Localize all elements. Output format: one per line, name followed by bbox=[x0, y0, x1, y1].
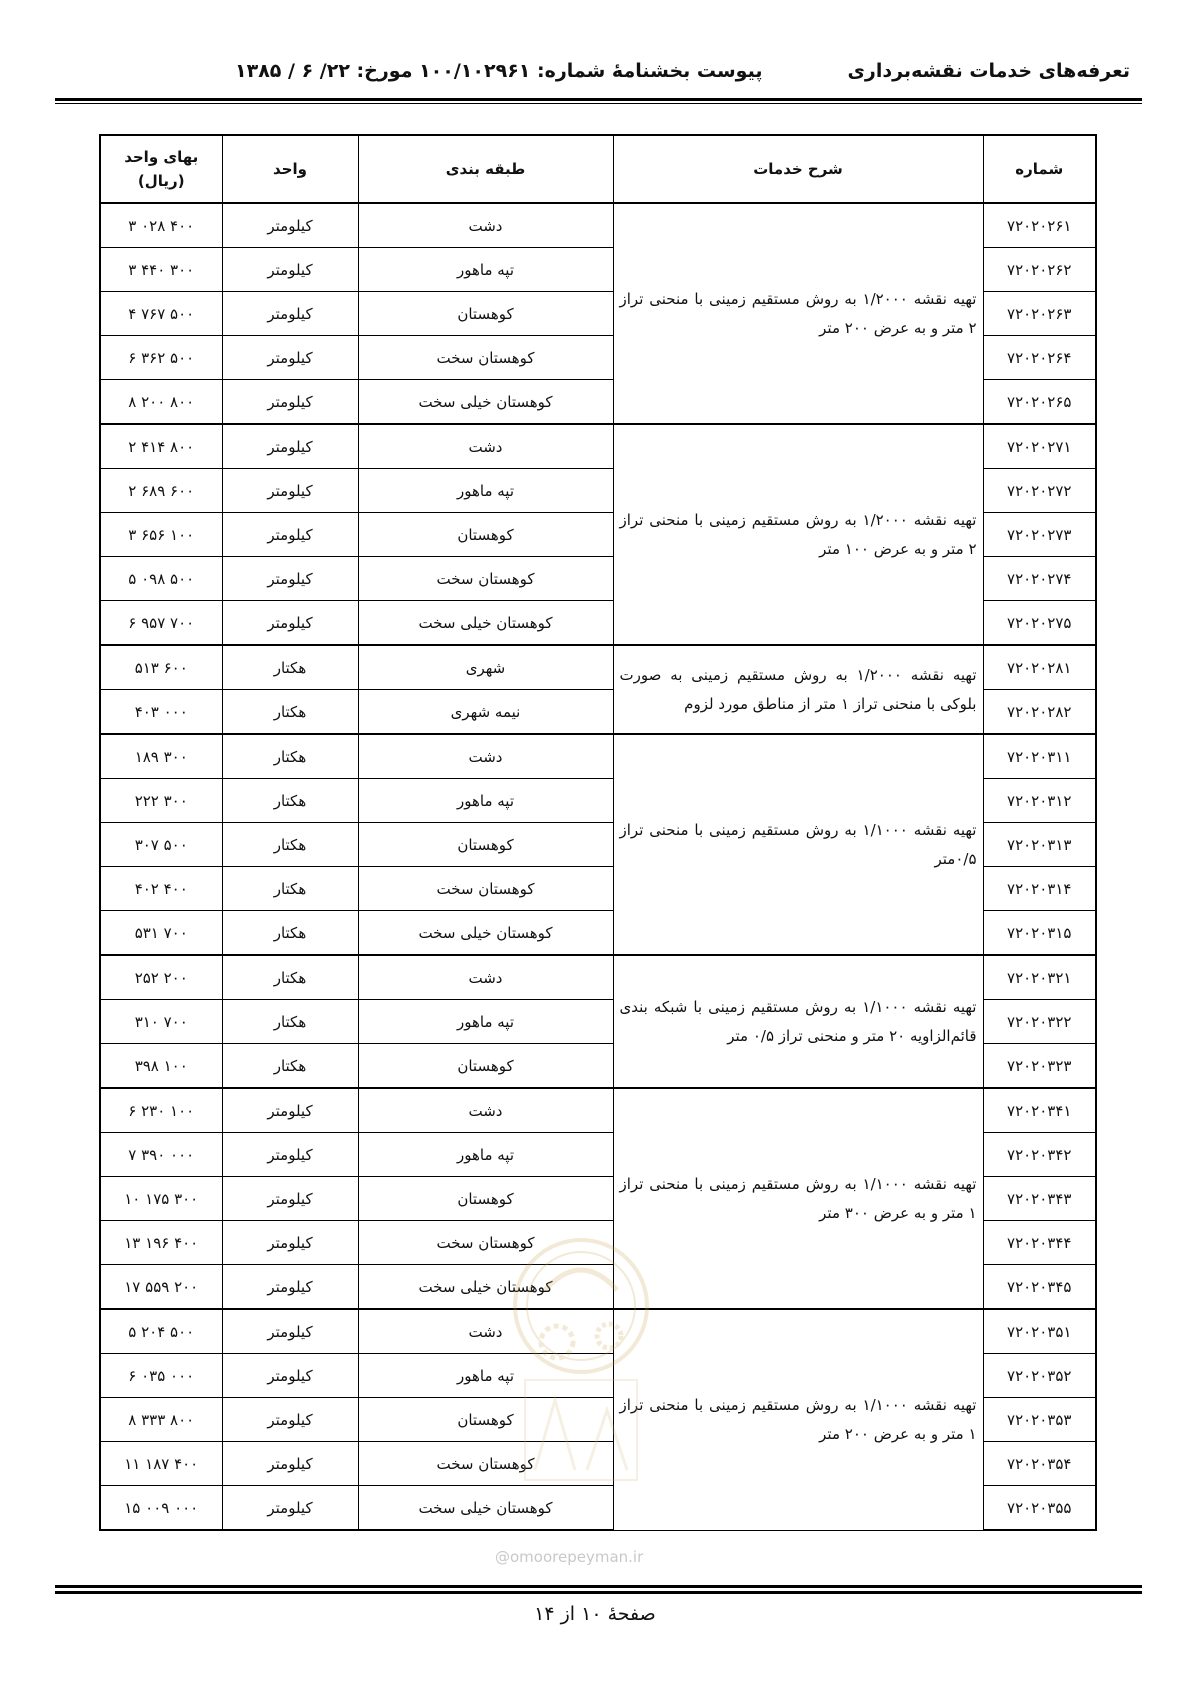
unit-cell: هکتار bbox=[222, 1044, 358, 1089]
unit-price-cell: ۱۰ ۱۷۵ ۳۰۰ bbox=[100, 1177, 222, 1221]
service-number-cell: ۷۲۰۲۰۲۷۴ bbox=[983, 557, 1096, 601]
unit-price-cell: ۶ ۳۶۲ ۵۰۰ bbox=[100, 336, 222, 380]
unit-cell: کیلومتر bbox=[222, 1442, 358, 1486]
service-description-cell: تهیه نقشه ۱/۲۰۰۰ به روش مستقیم زمینی به صورت بلوکی با منحنی تراز ۱ متر از مناطق مورد لزوم bbox=[613, 645, 983, 734]
classification-cell: تپه ماهور bbox=[358, 1354, 613, 1398]
unit-price-cell: ۱۷ ۵۵۹ ۲۰۰ bbox=[100, 1265, 222, 1310]
service-number-cell: ۷۲۰۲۰۲۷۵ bbox=[983, 601, 1096, 646]
unit-price-cell: ۱۸۹ ۳۰۰ bbox=[100, 734, 222, 779]
unit-cell: هکتار bbox=[222, 955, 358, 1000]
classification-cell: نیمه شهری bbox=[358, 690, 613, 735]
service-description-cell: تهیه نقشه ۱/۲۰۰۰ به روش مستقیم زمینی با منحنی تراز ۲ متر و به عرض ۱۰۰ متر bbox=[613, 424, 983, 645]
classification-cell: کوهستان bbox=[358, 1177, 613, 1221]
unit-price-cell: ۵۳۱ ۷۰۰ bbox=[100, 911, 222, 956]
page-number: صفحهٔ ۱۰ از ۱۴ bbox=[534, 1603, 656, 1625]
classification-cell: کوهستان bbox=[358, 1398, 613, 1442]
service-number-cell: ۷۲۰۲۰۳۵۳ bbox=[983, 1398, 1096, 1442]
classification-cell: تپه ماهور bbox=[358, 779, 613, 823]
currency-label: (ریال) bbox=[137, 172, 185, 190]
service-number-cell: ۷۲۰۲۰۲۶۲ bbox=[983, 248, 1096, 292]
service-number-cell: ۷۲۰۲۰۲۸۱ bbox=[983, 645, 1096, 690]
unit-price-cell: ۳ ۶۵۶ ۱۰۰ bbox=[100, 513, 222, 557]
unit-price-cell: ۵ ۲۰۴ ۵۰۰ bbox=[100, 1309, 222, 1354]
col-header-number: شماره bbox=[983, 135, 1096, 203]
service-number-cell: ۷۲۰۲۰۲۷۱ bbox=[983, 424, 1096, 469]
unit-cell: کیلومتر bbox=[222, 292, 358, 336]
unit-price-cell: ۲۲۲ ۳۰۰ bbox=[100, 779, 222, 823]
service-number-cell: ۷۲۰۲۰۳۱۴ bbox=[983, 867, 1096, 911]
unit-price-cell: ۷ ۳۹۰ ۰۰۰ bbox=[100, 1133, 222, 1177]
col-header-classification: طبقه بندی bbox=[358, 135, 613, 203]
classification-cell: کوهستان خیلی سخت bbox=[358, 911, 613, 956]
unit-cell: هکتار bbox=[222, 867, 358, 911]
unit-cell: کیلومتر bbox=[222, 336, 358, 380]
unit-price-cell: ۲ ۴۱۴ ۸۰۰ bbox=[100, 424, 222, 469]
classification-cell: کوهستان bbox=[358, 292, 613, 336]
classification-cell: دشت bbox=[358, 955, 613, 1000]
classification-cell: کوهستان سخت bbox=[358, 557, 613, 601]
unit-cell: کیلومتر bbox=[222, 1133, 358, 1177]
unit-price-label: بهای واحد bbox=[124, 148, 199, 166]
service-description-cell: تهیه نقشه ۱/۱۰۰۰ به روش مستقیم زمینی با منحنی تراز ۱ متر و به عرض ۲۰۰ متر bbox=[613, 1309, 983, 1530]
service-number-cell: ۷۲۰۲۰۳۱۱ bbox=[983, 734, 1096, 779]
classification-cell: کوهستان سخت bbox=[358, 336, 613, 380]
unit-price-cell: ۶ ۹۵۷ ۷۰۰ bbox=[100, 601, 222, 646]
service-number-cell: ۷۲۰۲۰۳۲۳ bbox=[983, 1044, 1096, 1089]
table-row bbox=[100, 1309, 1096, 1354]
unit-cell: کیلومتر bbox=[222, 1221, 358, 1265]
service-number-cell: ۷۲۰۲۰۲۶۳ bbox=[983, 292, 1096, 336]
classification-cell: کوهستان خیلی سخت bbox=[358, 1486, 613, 1531]
table-row bbox=[100, 424, 1096, 469]
service-number-cell: ۷۲۰۲۰۳۱۲ bbox=[983, 779, 1096, 823]
service-description-cell: تهیه نقشه ۱/۲۰۰۰ به روش مستقیم زمینی با منحنی تراز ۲ متر و به عرض ۲۰۰ متر bbox=[613, 203, 983, 424]
service-number-cell: ۷۲۰۲۰۳۴۲ bbox=[983, 1133, 1096, 1177]
col-header-description: شرح خدمات bbox=[613, 135, 983, 203]
watermark-site: @omoorepeyman.ir bbox=[495, 1548, 644, 1566]
unit-cell: هکتار bbox=[222, 911, 358, 956]
table-row bbox=[100, 734, 1096, 779]
unit-price-cell: ۳۰۷ ۵۰۰ bbox=[100, 823, 222, 867]
unit-cell: هکتار bbox=[222, 1000, 358, 1044]
footer-rule bbox=[55, 1585, 1142, 1588]
classification-cell: کوهستان خیلی سخت bbox=[358, 1265, 613, 1310]
unit-cell: کیلومتر bbox=[222, 248, 358, 292]
col-header-unit: واحد bbox=[222, 135, 358, 203]
classification-cell: تپه ماهور bbox=[358, 469, 613, 513]
table-row bbox=[100, 955, 1096, 1000]
unit-cell: کیلومتر bbox=[222, 1265, 358, 1310]
unit-price-cell: ۴ ۷۶۷ ۵۰۰ bbox=[100, 292, 222, 336]
document-title: تعرفه‌های خدمات نقشه‌برداری bbox=[847, 60, 1130, 82]
classification-cell: دشت bbox=[358, 203, 613, 248]
unit-cell: هکتار bbox=[222, 734, 358, 779]
service-number-cell: ۷۲۰۲۰۳۵۱ bbox=[983, 1309, 1096, 1354]
unit-price-cell: ۱۳ ۱۹۶ ۴۰۰ bbox=[100, 1221, 222, 1265]
classification-cell: کوهستان bbox=[358, 513, 613, 557]
unit-price-cell: ۳۹۸ ۱۰۰ bbox=[100, 1044, 222, 1089]
unit-price-cell: ۲ ۶۸۹ ۶۰۰ bbox=[100, 469, 222, 513]
service-number-cell: ۷۲۰۲۰۲۸۲ bbox=[983, 690, 1096, 735]
classification-cell: دشت bbox=[358, 1088, 613, 1133]
service-number-cell: ۷۲۰۲۰۳۲۱ bbox=[983, 955, 1096, 1000]
service-number-cell: ۷۲۰۲۰۳۴۵ bbox=[983, 1265, 1096, 1310]
classification-cell: کوهستان سخت bbox=[358, 1442, 613, 1486]
header-rule bbox=[55, 98, 1142, 101]
unit-cell: کیلومتر bbox=[222, 1398, 358, 1442]
classification-cell: کوهستان سخت bbox=[358, 1221, 613, 1265]
tariff-table bbox=[99, 134, 1097, 1531]
service-number-cell: ۷۲۰۲۰۳۵۵ bbox=[983, 1486, 1096, 1531]
unit-cell: کیلومتر bbox=[222, 1486, 358, 1531]
classification-cell: کوهستان bbox=[358, 823, 613, 867]
unit-cell: کیلومتر bbox=[222, 424, 358, 469]
unit-price-cell: ۳۱۰ ۷۰۰ bbox=[100, 1000, 222, 1044]
unit-cell: کیلومتر bbox=[222, 1088, 358, 1133]
unit-cell: کیلومتر bbox=[222, 203, 358, 248]
unit-price-cell: ۲۵۲ ۲۰۰ bbox=[100, 955, 222, 1000]
classification-cell: تپه ماهور bbox=[358, 1133, 613, 1177]
classification-cell: کوهستان خیلی سخت bbox=[358, 380, 613, 425]
unit-price-cell: ۶ ۰۳۵ ۰۰۰ bbox=[100, 1354, 222, 1398]
table-row bbox=[100, 203, 1096, 248]
service-number-cell: ۷۲۰۲۰۳۲۲ bbox=[983, 1000, 1096, 1044]
table-header-row bbox=[100, 135, 1096, 203]
service-number-cell: ۷۲۰۲۰۲۷۳ bbox=[983, 513, 1096, 557]
circular-reference: پیوست بخشنامهٔ شماره: ۱۰۰/۱۰۲۹۶۱ مورخ: ۲۲/ ۶ / ۱۳۸۵ bbox=[235, 60, 763, 82]
unit-cell: هکتار bbox=[222, 779, 358, 823]
classification-cell: تپه ماهور bbox=[358, 248, 613, 292]
table-row bbox=[100, 1088, 1096, 1133]
unit-price-cell: ۳ ۴۴۰ ۳۰۰ bbox=[100, 248, 222, 292]
service-number-cell: ۷۲۰۲۰۲۷۲ bbox=[983, 469, 1096, 513]
unit-cell: کیلومتر bbox=[222, 601, 358, 646]
unit-cell: کیلومتر bbox=[222, 1309, 358, 1354]
footer-rule-second bbox=[55, 1591, 1142, 1594]
unit-price-cell: ۴۰۳ ۰۰۰ bbox=[100, 690, 222, 735]
service-number-cell: ۷۲۰۲۰۳۱۳ bbox=[983, 823, 1096, 867]
unit-cell: کیلومتر bbox=[222, 469, 358, 513]
table-row bbox=[100, 645, 1096, 690]
unit-price-cell: ۱۱ ۱۸۷ ۴۰۰ bbox=[100, 1442, 222, 1486]
classification-cell: کوهستان سخت bbox=[358, 867, 613, 911]
classification-cell: دشت bbox=[358, 424, 613, 469]
classification-cell: کوهستان bbox=[358, 1044, 613, 1089]
classification-cell: شهری bbox=[358, 645, 613, 690]
service-number-cell: ۷۲۰۲۰۳۱۵ bbox=[983, 911, 1096, 956]
service-number-cell: ۷۲۰۲۰۲۶۵ bbox=[983, 380, 1096, 425]
unit-price-cell: ۵ ۰۹۸ ۵۰۰ bbox=[100, 557, 222, 601]
unit-cell: هکتار bbox=[222, 645, 358, 690]
unit-cell: کیلومتر bbox=[222, 1354, 358, 1398]
service-number-cell: ۷۲۰۲۰۳۴۱ bbox=[983, 1088, 1096, 1133]
service-number-cell: ۷۲۰۲۰۳۴۴ bbox=[983, 1221, 1096, 1265]
unit-cell: هکتار bbox=[222, 690, 358, 735]
classification-cell: دشت bbox=[358, 1309, 613, 1354]
service-description-cell: تهیه نقشه ۱/۱۰۰۰ به روش مستقیم زمینی با شبکه بندی قائم‌الزاویه ۲۰ متر و منحنی تراز ۰/۵ متر bbox=[613, 955, 983, 1088]
unit-price-cell: ۴۰۲ ۴۰۰ bbox=[100, 867, 222, 911]
unit-cell: کیلومتر bbox=[222, 380, 358, 425]
unit-cell: کیلومتر bbox=[222, 513, 358, 557]
unit-price-cell: ۸ ۲۰۰ ۸۰۰ bbox=[100, 380, 222, 425]
service-number-cell: ۷۲۰۲۰۳۴۳ bbox=[983, 1177, 1096, 1221]
classification-cell: تپه ماهور bbox=[358, 1000, 613, 1044]
col-header-unit-price bbox=[100, 135, 222, 203]
unit-price-cell: ۶ ۲۳۰ ۱۰۰ bbox=[100, 1088, 222, 1133]
service-number-cell: ۷۲۰۲۰۳۵۴ bbox=[983, 1442, 1096, 1486]
service-number-cell: ۷۲۰۲۰۲۶۴ bbox=[983, 336, 1096, 380]
classification-cell: دشت bbox=[358, 734, 613, 779]
unit-price-cell: ۵۱۳ ۶۰۰ bbox=[100, 645, 222, 690]
service-number-cell: ۷۲۰۲۰۳۵۲ bbox=[983, 1354, 1096, 1398]
service-number-cell: ۷۲۰۲۰۲۶۱ bbox=[983, 203, 1096, 248]
unit-cell: کیلومتر bbox=[222, 1177, 358, 1221]
unit-cell: هکتار bbox=[222, 823, 358, 867]
unit-price-cell: ۳ ۰۲۸ ۴۰۰ bbox=[100, 203, 222, 248]
classification-cell: کوهستان خیلی سخت bbox=[358, 601, 613, 646]
unit-price-cell: ۱۵ ۰۰۹ ۰۰۰ bbox=[100, 1486, 222, 1531]
unit-cell: کیلومتر bbox=[222, 557, 358, 601]
service-description-cell: تهیه نقشه ۱/۱۰۰۰ به روش مستقیم زمینی با منحنی تراز ۰/۵متر bbox=[613, 734, 983, 955]
service-description-cell: تهیه نقشه ۱/۱۰۰۰ به روش مستقیم زمینی با منحنی تراز ۱ متر و به عرض ۳۰۰ متر bbox=[613, 1088, 983, 1309]
tariff-table-body bbox=[100, 203, 1096, 1530]
unit-price-cell: ۸ ۳۳۳ ۸۰۰ bbox=[100, 1398, 222, 1442]
header-rule-thin bbox=[55, 103, 1142, 104]
